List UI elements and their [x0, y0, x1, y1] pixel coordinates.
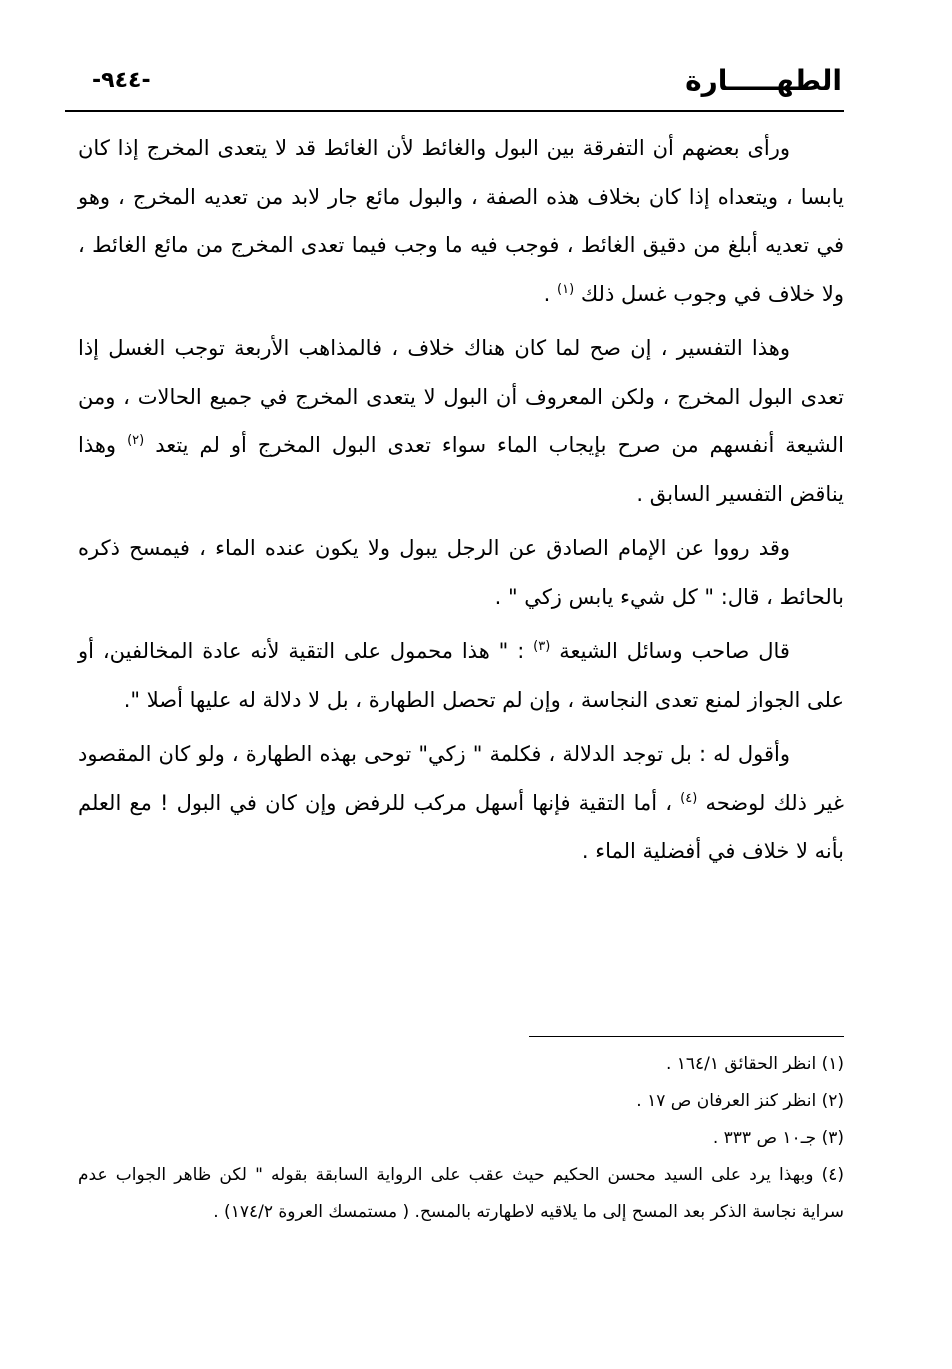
paragraph-text-end: وهذا يناقض التفسير السابق .	[78, 433, 844, 506]
footnote: (١) انظر الحقائق ١٦٤/١ .	[665, 1054, 844, 1074]
footnote-reference: (٤)	[680, 790, 698, 806]
paragraph-text: وقد رووا عن الإمام الصادق عن الرجل يبول ولا يكون عنده الماء ، فيمسح ذكره بالحائط ، قال: " كل شيء يابس زكي " .	[78, 536, 844, 609]
footnote-reference: (١)	[557, 281, 575, 297]
footnote-reference: (٣)	[533, 639, 551, 654]
page-header	[70, 60, 842, 106]
paragraph-text-end: : " هذا محمول على التقية لأنه عادة المخالفين، أو على الجواز لمنع تعدى النجاسة ، وإن لم تحصل الطهارة ، بل لا دلالة له عليها أصلا ".	[78, 639, 844, 712]
page-number: -٩٤٤-	[92, 68, 151, 93]
footnote: (٣) جـ١٠ ص ٣٣٣ .	[712, 1128, 844, 1148]
paragraph	[78, 124, 844, 318]
header-rule	[65, 110, 844, 112]
paragraph-text: وأقول له : بل توجد الدلالة ، فكلمة " زكي" توحى بهذه الطهارة ، ولو كان المقصود غير ذلك لوضحه	[78, 742, 844, 815]
running-title: الطهـــــارة	[685, 64, 842, 97]
footnote: (٤) وبهذا يرد على السيد محسن الحكيم حيث عقب على الرواية السابقة بقوله " لكن ظاهر الجواب عدم سراية نجاسة الذكر بعد المسح إلى ما يلاقيه لاطهارته بالمسح. ( مستمسك العروة ١٧٤/٢) .	[78, 1165, 844, 1222]
paragraph	[78, 324, 844, 518]
paragraph-text: قال صاحب وسائل الشيعة	[559, 639, 790, 663]
paragraph	[78, 627, 844, 724]
body-text	[78, 124, 844, 882]
paragraph-text-end: .	[543, 281, 558, 306]
paragraph	[78, 524, 844, 621]
paragraph-text: ورأى بعضهم أن التفرقة بين البول والغائط لأن الغائط قد لا يتعدى المخرج إذا كان يابسا ، ويتعداه إذا كان بخلاف هذه الصفة ، والبول مائع جار لابد من تعديه المخرج ، وهو في تعديه أبلغ من دقيق الغائط ، فوجب فيه ما وجب فيما تعدى المخرج من مائع الغائط ، ولا خلاف في وجوب غسل ذلك	[78, 136, 844, 306]
footnote-reference: (٢)	[127, 433, 145, 448]
paragraph-text: وهذا التفسير ، إن صح لما كان هناك خلاف ، فالمذاهب الأربعة توجب الغسل إذا تعدى البول المخرج ، ولكن المعروف أن البول لا يتعدى المخرج في جميع الحالات ، ومن الشيعة أنفسهم من صرح بإيجاب الماء سواء تعدى البول المخرج أو لم يتعد	[78, 336, 844, 457]
footnotes	[78, 1046, 844, 1231]
paragraph	[78, 730, 844, 876]
footnote: (٢) انظر كنز العرفان ص ١٧ .	[636, 1091, 844, 1111]
footnote-separator	[529, 1036, 844, 1037]
paragraph-text-end: ، أما التقية فإنها أسهل مركب للرفض وإن كان في البول ! مع العلم بأنه لا خلاف في أفضلية الماء .	[78, 790, 844, 863]
